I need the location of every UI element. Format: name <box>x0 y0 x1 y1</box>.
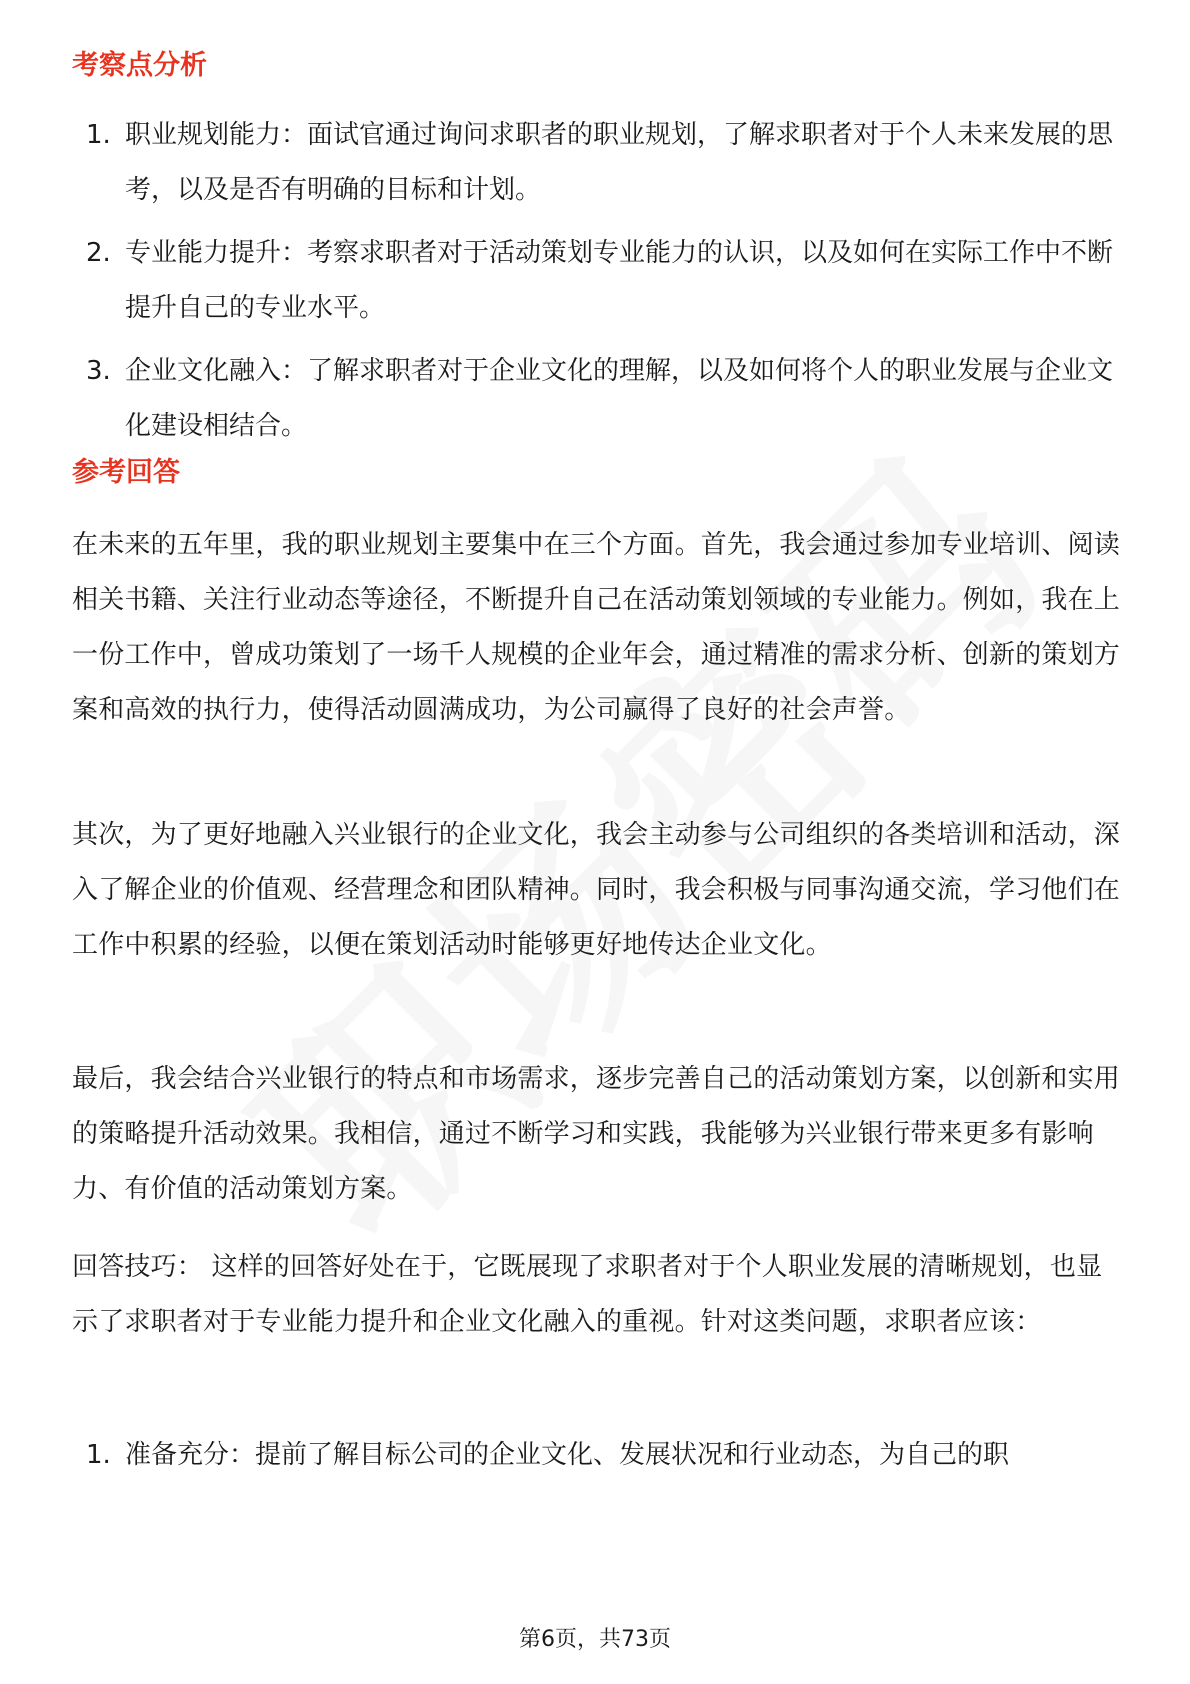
list-number: 1. <box>86 120 111 150</box>
section-title-analysis: 考察点分析 <box>72 50 207 81</box>
answer-paragraph-2: 其次，为了更好地融入兴业银行的企业文化，我会主动参与公司组织的各类培训和活动，深入了解企业的价值观、经营理念和团队精神。同时，我会积极与同事沟通交流，学习他们在工作中积累的经验，以便在策划活动时能够更好地传达企业文化。 <box>72 820 1121 960</box>
answer-paragraph-3: 最后，我会结合兴业银行的特点和市场需求，逐步完善自己的活动策划方案，以创新和实用的策略提升活动效果。我相信，通过不断学习和实践，我能够为兴业银行带来更多有影响力、有价值的活动策划方案。 <box>72 1064 1121 1204</box>
list-item <box>0 344 1115 454</box>
answer-paragraph-1: 在未来的五年里，我的职业规划主要集中在三个方面。首先，我会通过参加专业培训、阅读相关书籍、关注行业动态等途径，不断提升自己在活动策划领域的专业能力。例如，我在上一份工作中，曾成功策划了一场千人规模的企业年会，通过精准的需求分析、创新的策划方案和高效的执行力，使得活动圆满成功，为公司赢得了良好的社会声誉。 <box>72 530 1121 725</box>
list-text: 专业能力提升：考察求职者对于活动策划专业能力的认识，以及如何在实际工作中不断提升自己的专业水平。 <box>125 238 1114 323</box>
list-item <box>0 108 1115 218</box>
list-item <box>0 1428 1115 1483</box>
answer-tips-paragraph: 回答技巧： 这样的回答好处在于，它既展现了求职者对于个人职业发展的清晰规划，也显示了求职者对于专业能力提升和企业文化融入的重视。针对这类问题，求职者应该： <box>72 1252 1103 1337</box>
list-text: 企业文化融入：了解求职者对于企业文化的理解，以及如何将个人的职业发展与企业文化建设相结合。 <box>125 356 1114 441</box>
list-number: 2. <box>86 238 111 268</box>
analysis-list <box>0 108 1190 462</box>
section-title-answer: 参考回答 <box>72 457 180 488</box>
list-item <box>0 226 1115 336</box>
page-number: 第6页，共73页 <box>519 1627 671 1652</box>
list-number: 1. <box>86 1440 111 1470</box>
list-text: 职业规划能力：面试官通过询问求职者的职业规划，了解求职者对于个人未来发展的思考，以及是否有明确的目标和计划。 <box>125 120 1114 205</box>
list-text: 准备充分：提前了解目标公司的企业文化、发展状况和行业动态，为自己的职 <box>125 1440 1010 1470</box>
tips-list <box>0 1428 1190 1491</box>
list-number: 3. <box>86 356 111 386</box>
